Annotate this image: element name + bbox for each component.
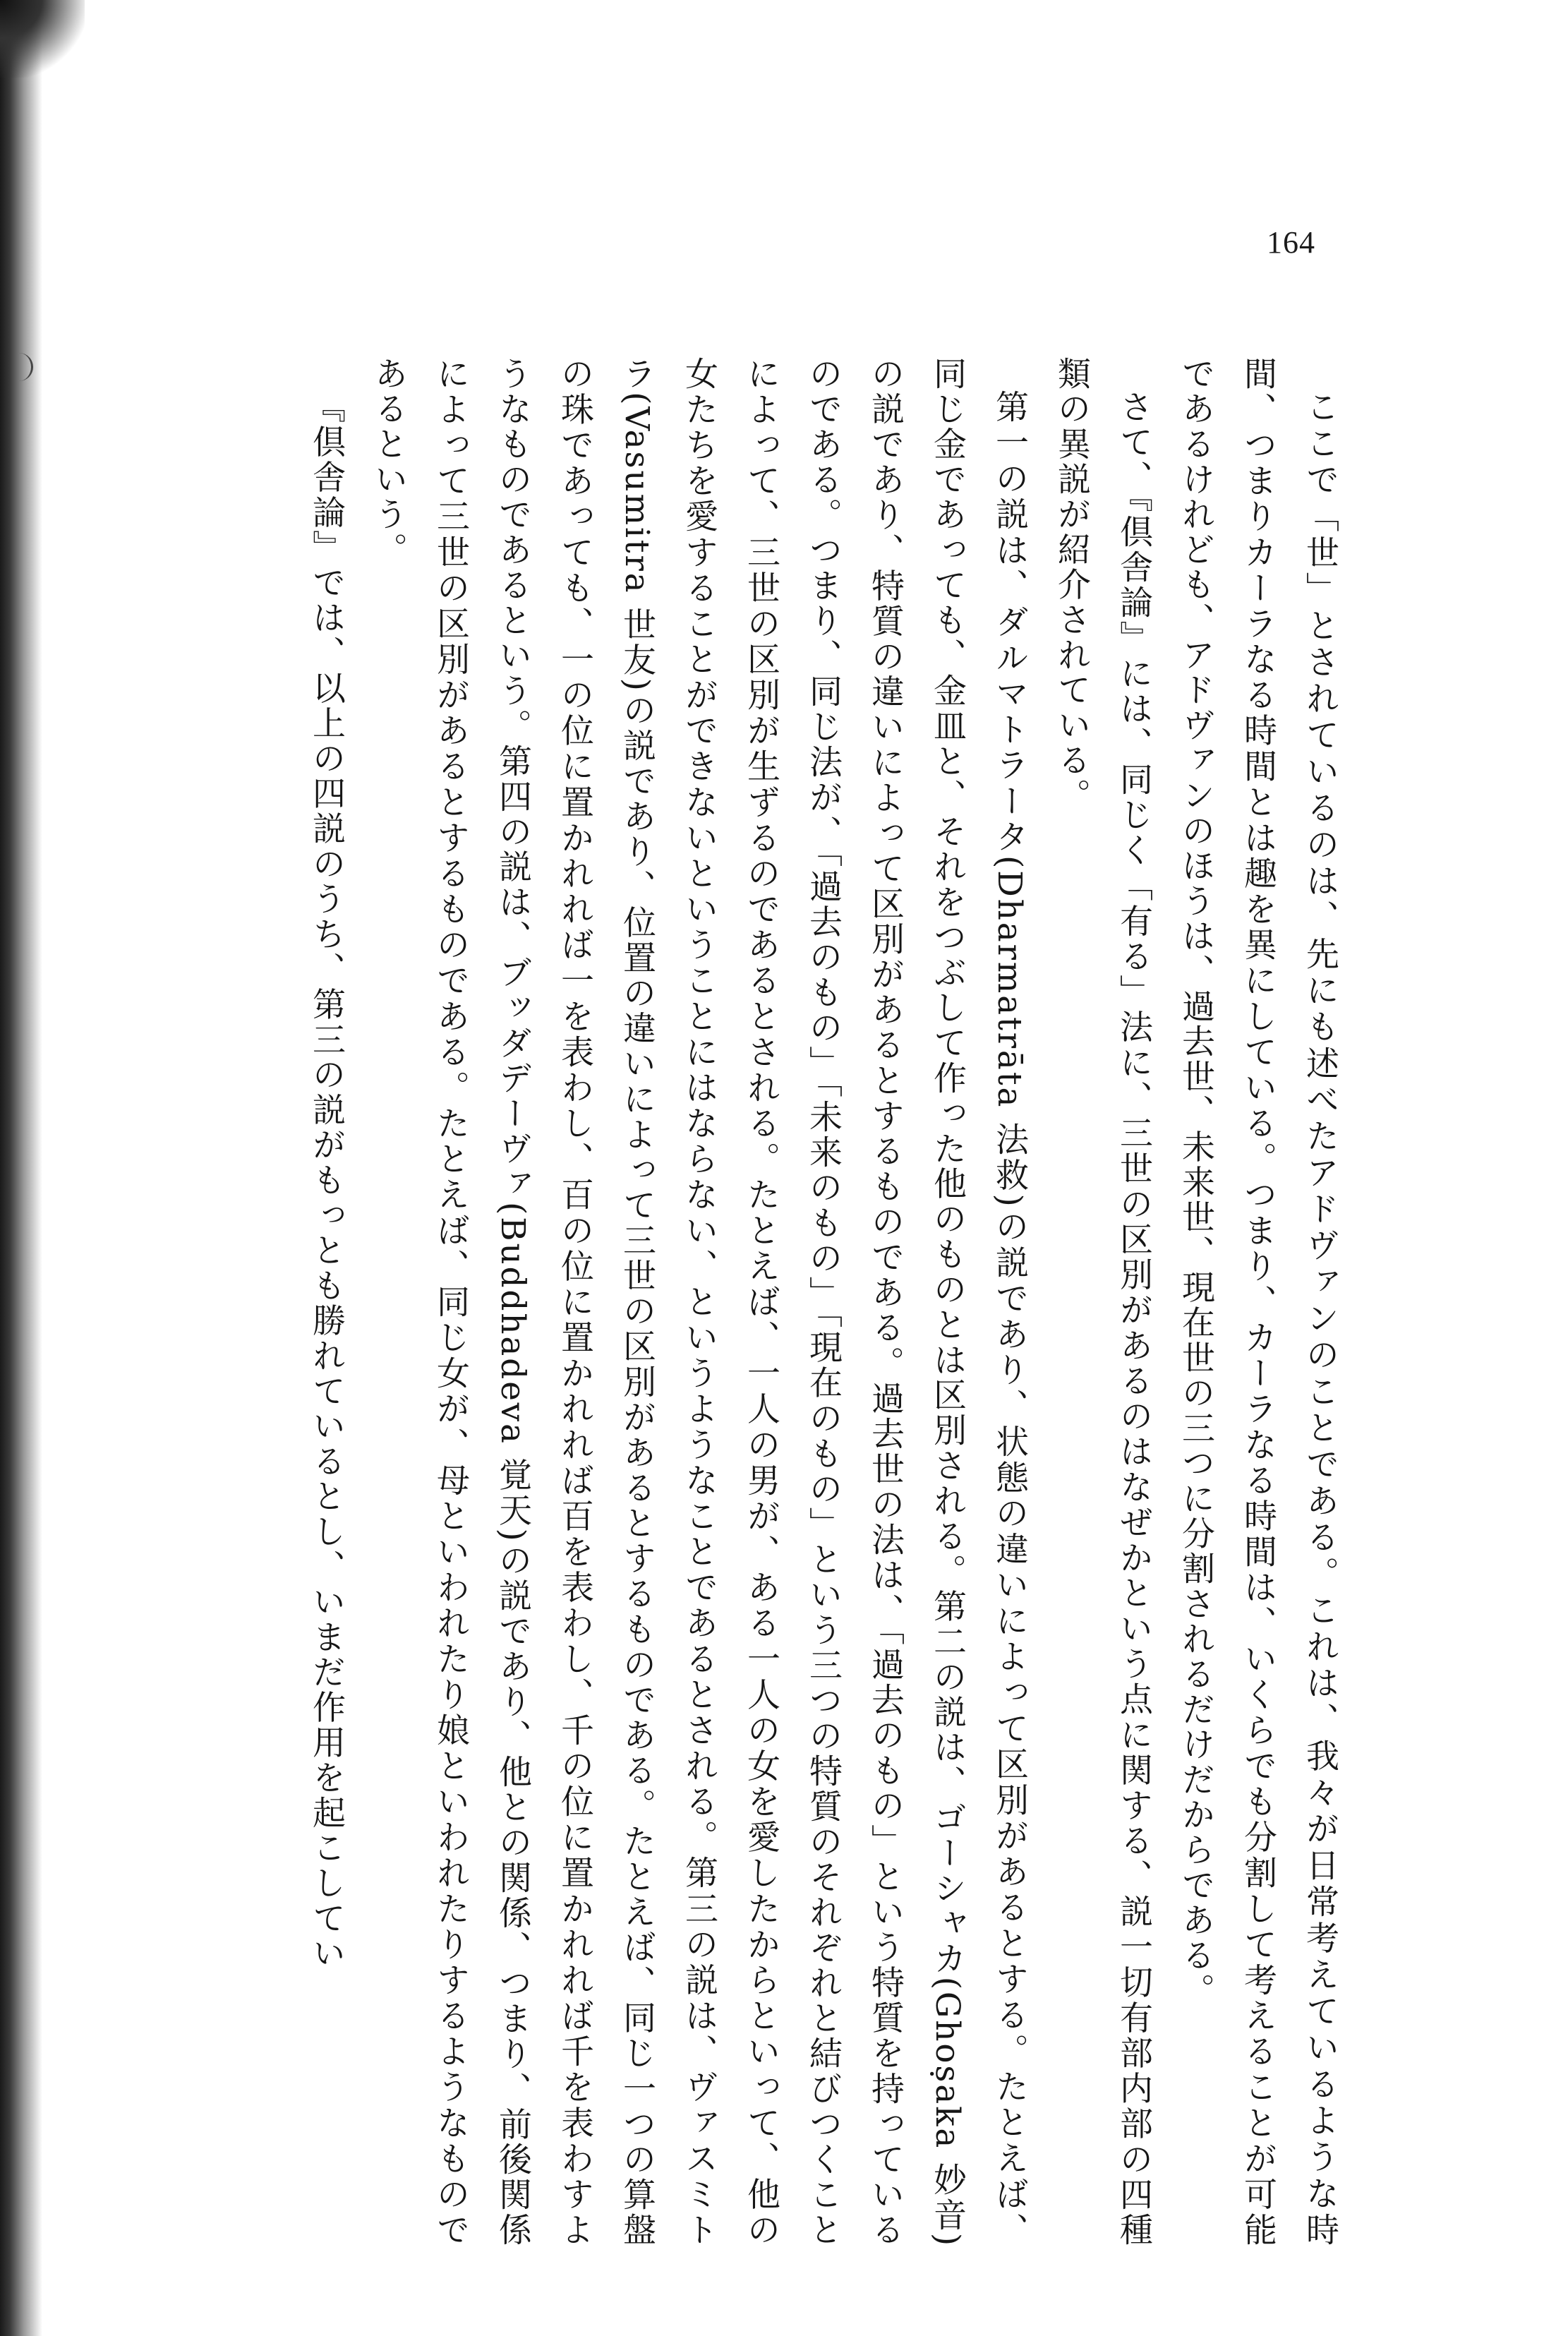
paragraph-3: 第一の説は、ダルマトラータ(Dharmatrāta 法救)の説であり、状態の違いによって区別があるとする。たとえば、同じ金であっても、金皿と、それをつぶして作った他のものとは区別される。第二の説は、ゴーシャカ(Ghoṣaka 妙音)の説であり、特質の違いによって区別があるとするものである。過去世の法は、「過去のもの」という特質を持っているのである。つまり、同じ法が、「過去のもの」「未来のもの」「現在のもの」という三つの特質のそれぞれと結びつくことによって、三世の区別が生ずるのであるとされる。たとえば、一人の男が、ある一人の女を愛したからといって、他の女たちを愛することができないということにはならない、というようなことであるとされる。第三の説は、ヴァスミトラ(Vasumitra 世友)の説であり、位置の違いによって三世の区別があるとするものである。たとえば、同じ一つの算盤の珠であっても、一の位に置かれれば一を表わし、百の位に置かれれば百を表わし、千の位に置かれれば千を表わすようなものであるという。第四の説は、ブッダデーヴァ(Buddhadeva 覚天)の説であり、他との関係、つまり、前後関係によって三世の区別があるとするものである。たとえば、同じ女が、母といわれたり娘といわれたりするようなものであるという。 [369,356,1029,2248]
page-number: 164 [1267,225,1315,260]
scan-shadow-edge [0,0,42,2336]
paragraph-4: 『倶舎論』では、以上の四説のうち、第三の説がもっとも勝れているとし、いまだ作用を起こしてい [307,390,346,1971]
scan-shadow-corner [0,0,85,78]
paragraph-2: さて、『倶舎論』には、同じく「有る」法に、三世の区別があるのはなぜかという点に関する、説一切有部内部の四種類の異説が紹介されている。 [1052,356,1153,2248]
vertical-body-text [295,356,1351,2248]
paragraph-1: ここで「世」とされているのは、先にも述べたアドヴァンのことである。これは、我々が日常考えているような時間、つまりカーラなる時間とは趣を異にしている。つまり、カーラなる時間は、いくらでも分割して考えることが可能であるけれども、アドヴァンのほうは、過去世、未来世、現在世の三つに分割されるだけだからである。 [1176,356,1339,2248]
